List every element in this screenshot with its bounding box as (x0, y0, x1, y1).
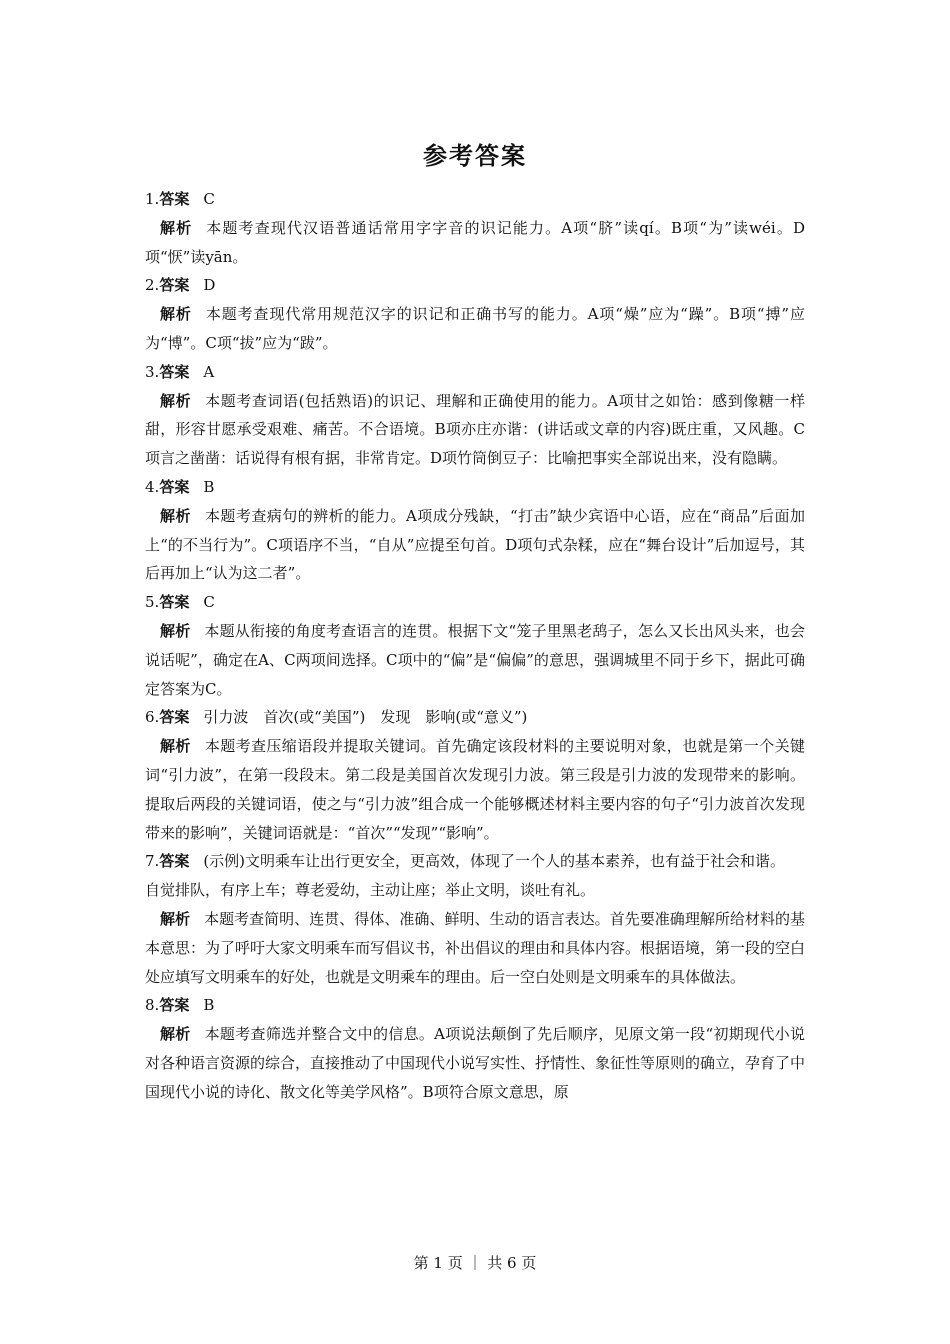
analysis-label: 解析 (160, 391, 192, 410)
answer-line-5 (145, 588, 805, 617)
answer-line-7 (145, 847, 805, 876)
analysis-paragraph-4 (145, 502, 805, 588)
page-title: 参考答案 (423, 142, 527, 170)
answer-label: 答案 (159, 190, 190, 208)
answer-list (145, 185, 805, 1107)
item-number: 6. (145, 708, 160, 727)
answer-value: D (203, 276, 216, 295)
item-number: 4. (145, 477, 160, 496)
analysis-paragraph-1 (145, 214, 805, 272)
analysis-label: 解析 (160, 506, 191, 525)
analysis-paragraph-8 (145, 1020, 805, 1106)
analysis-text: 本题考查现代汉语普通话常用字字音的识记能力。A项“脐”读qí。B项“为”读wéi。D项“恹”读yān。 (145, 218, 805, 266)
answer-label: 答案 (159, 477, 190, 496)
answer-line-4 (145, 473, 805, 502)
answer-label: 答案 (159, 276, 190, 295)
answer-line-6 (145, 703, 805, 732)
analysis-paragraph-3 (145, 387, 805, 473)
analysis-paragraph-7 (145, 905, 805, 991)
analysis-text: 本题考查病句的辨析的能力。A项成分残缺，“打击”缺少宾语中心语，应在“商品”后面加上“的不当行为”。C项语序不当，“自从”应提至句首。D项句式杂糅，应在“舞台设计”后加逗号，其后再加上“认为这二者”。 (145, 506, 805, 583)
answer-line-2 (145, 271, 805, 300)
item-number: 8. (145, 996, 160, 1015)
analysis-text: 本题考查压缩语段并提取关键词。首先确定该段材料的主要说明对象，也就是第一个关键词“引力波”，在第一段段末。第二段是美国首次发现引力波。第三段是引力波的发现带来的影响。提取后两段的关键词语，使之与“引力波”组合成一个能够概述材料主要内容的句子“引力波首次发现带来的影响”，关键词语就是：“首次”“发现”“影响”。 (145, 737, 805, 842)
analysis-label: 解析 (160, 305, 192, 324)
answer-value: A (203, 362, 215, 381)
analysis-text: 本题考查简明、连贯、得体、准确、鲜明、生动的语言表达。首先要准确理解所给材料的基本意思：为了呼吁大家文明乘车而写倡议书，补出倡议的理由和具体内容。根据语境，第一段的空白处应填写文明乘车的好处，也就是文明乘车的理由。后一空白处则是文明乘车的具体做法。 (145, 909, 806, 986)
answer-line-8 (145, 991, 805, 1020)
answer-line-1 (145, 185, 805, 214)
item-number: 7. (145, 852, 160, 871)
answer-label: 答案 (159, 362, 190, 381)
answer-extra-7: 自觉排队，有序上车；尊老爱幼，主动让座；举止文明，谈吐有礼。 (145, 881, 596, 900)
answer-value: B (203, 477, 215, 496)
analysis-label: 解析 (160, 737, 191, 756)
page-footer: 第 1 页 ｜ 共 6 页 (413, 1254, 537, 1272)
answer-value: (示例)文明乘车让出行更安全，更高效，体现了一个人的基本素养，也有益于社会和谐。 (203, 852, 786, 871)
analysis-text: 本题考查现代常用规范汉字的识记和正确书写的能力。A项“燥”应为“躁”。B项“搏”应为“博”。C项“拔”应为“跋”。 (145, 305, 805, 352)
item-number: 1. (145, 190, 160, 208)
item-number: 5. (145, 593, 160, 612)
analysis-text: 本题考查筛选并整合文中的信息。A项说法颠倒了先后顺序，见原文第一段“初期现代小说对各种语言资源的综合，直接推动了中国现代小说写实性、抒情性、象征性等原则的确立，孕育了中国现代小说的诗化、散文化等美学风格”。B项符合原文意思，原 (145, 1025, 806, 1101)
analysis-paragraph-6 (145, 732, 805, 847)
answer-label: 答案 (159, 593, 190, 612)
analysis-paragraph-2 (145, 300, 805, 358)
answer-value: C (203, 190, 215, 208)
analysis-text: 本题从衔接的角度考查语言的连贯。根据下文“笼子里黑老鸹子，怎么又长出风头来，也会说话呢”，确定在A、C两项间选择。C项中的“偏”是“偏偏”的意思，强调城里不同于乡下，据此可确定答案为C。 (145, 621, 805, 698)
answer-value: 引力波 首次(或“美国”) 发现 影响(或“意义”) (203, 708, 528, 727)
answer-value: B (203, 996, 215, 1015)
answer-line-3 (145, 358, 805, 387)
analysis-label: 解析 (160, 621, 191, 640)
item-number: 3. (145, 362, 160, 381)
analysis-label: 解析 (160, 909, 191, 928)
analysis-text: 本题考查词语(包括熟语)的识记、理解和正确使用的能力。A项甘之如饴：感到像糖一样甜，形容甘愿承受艰难、痛苦。不合语境。B项亦庄亦谐：(讲话或文章的内容)既庄重，又风趣。C项言之凿凿：话说得有根有据，非常肯定。D项竹筒倒豆子：比喻把事实全部说出来，没有隐瞒。 (145, 391, 805, 468)
answer-label: 答案 (159, 996, 190, 1015)
analysis-label: 解析 (160, 218, 193, 237)
answer-value: C (203, 593, 215, 612)
analysis-label: 解析 (160, 1025, 191, 1044)
answer-label: 答案 (159, 852, 190, 871)
analysis-paragraph-5 (145, 617, 805, 703)
answer-label: 答案 (159, 708, 190, 727)
item-number: 2. (145, 276, 160, 295)
